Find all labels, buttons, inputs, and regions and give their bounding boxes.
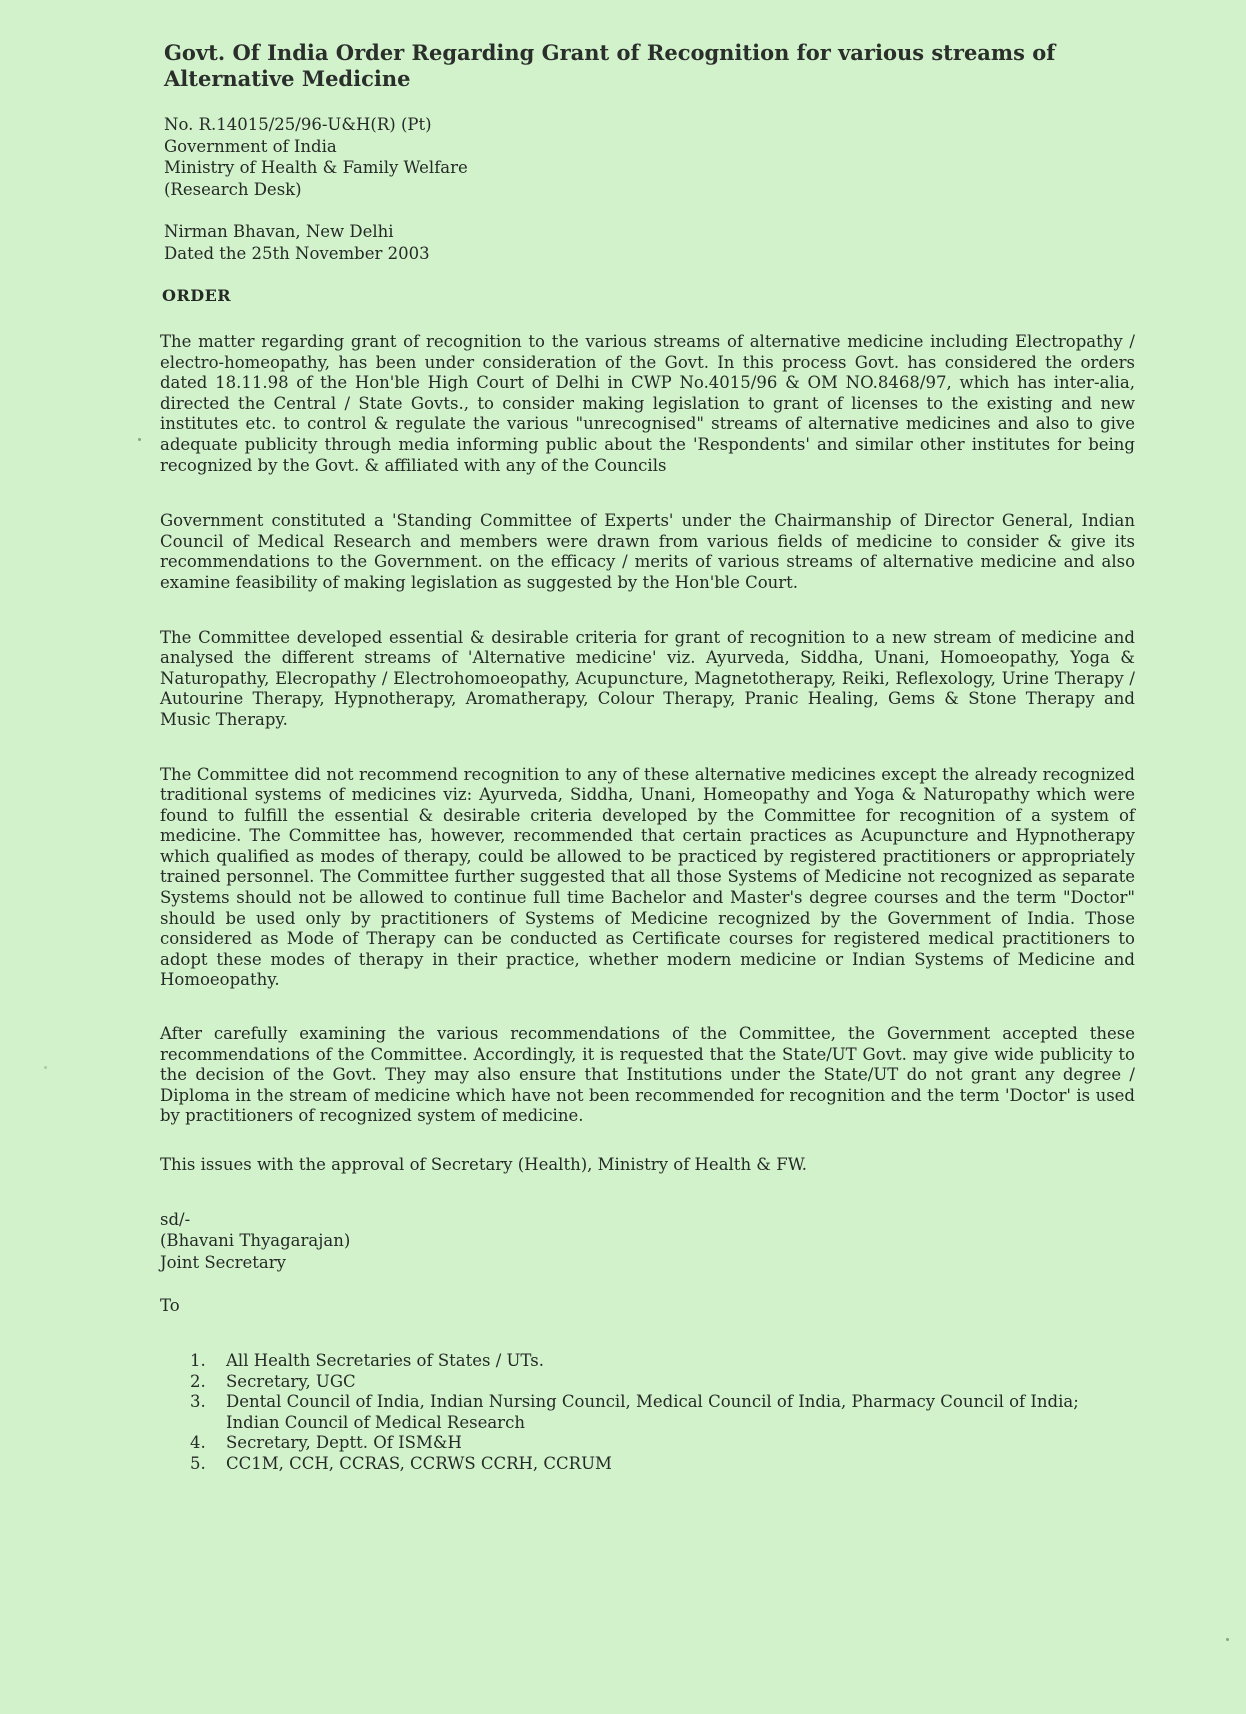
- list-item: [190, 1433, 1135, 1454]
- recipient-text: Dental Council of India, Indian Nursing Council, Medical Council of India, Pharmacy Council of India; Indian Council of Medical Research: [226, 1392, 1079, 1432]
- recipient-text: CC1M, CCH, CCRAS, CCRWS CCRH, CCRUM: [226, 1454, 612, 1474]
- government-name: Government of India: [164, 136, 337, 156]
- recipient-list: [190, 1351, 1135, 1475]
- ministry-name: Ministry of Health & Family Welfare: [164, 158, 468, 177]
- signature-block: [160, 1209, 1135, 1274]
- paragraph: The Committee did not recommend recognition to any of these alternative medicines except the already recognized traditional systems of medicines viz: Ayurveda, Siddha, Unani, Homeopathy and Yoga & Naturopathy which were found to fulfill the essential & desirable criteria developed by the Committee for recognition of a system of medicine. The Committee has, however, recommended that certain practices as Acupuncture and Hypnotherapy which qualified as modes of therapy, could be allowed to be practiced by registered practitioners or appropriately trained personnel. The Committee further suggested that all those Systems of Medicine not recognized as separate Systems should not be allowed to continue full time Bachelor and Master's degree courses and the term "Doctor" should be used only by practitioners of Systems of Medicine recognized by the Government of India. Those considered as Mode of Therapy can be conducted as Certificate courses for registered medical practitioners to adopt these modes of therapy in their practice, whether modern medicine or Indian Systems of Medicine and Homoeopathy.: [160, 764, 1135, 990]
- signature-sd: sd/-: [160, 1209, 191, 1229]
- recipient-text: Secretary, UGC: [226, 1371, 356, 1391]
- date: Dated the 25th November 2003: [164, 243, 430, 263]
- list-number: 2.: [190, 1371, 206, 1391]
- list-item: [190, 1351, 1135, 1372]
- document-title: Govt. Of India Order Regarding Grant of Recognition for various streams of Alternative Medicine: [164, 40, 1056, 91]
- scan-speck: [138, 438, 141, 441]
- list-number: 3.: [190, 1392, 206, 1412]
- scan-speck: [44, 1066, 47, 1069]
- order-heading: ORDER: [162, 286, 232, 305]
- list-number: 5.: [190, 1454, 206, 1474]
- to-label: To: [160, 1296, 180, 1316]
- recipient-text: All Health Secretaries of States / UTs.: [226, 1351, 544, 1371]
- place-date-block: [164, 221, 1135, 264]
- paragraph: After carefully examining the various recommendations of the Committee, the Government accepted these recommendations of the Committee. Accordingly, it is requested that the State/UT Govt. may give wide publicity to the decision of the Govt. They may also ensure that Institutions under the State/UT do not grant any degree / Diploma in the stream of medicine which have not been recommended for recognition and the term 'Doctor' is used by practitioners of recognized system of medicine.: [160, 1024, 1135, 1126]
- desk-name: (Research Desk): [164, 179, 302, 199]
- list-item: [190, 1392, 1135, 1433]
- reference-number: No. R.14015/25/96-U&H(R) (Pt): [164, 115, 432, 134]
- list-item: [190, 1454, 1135, 1475]
- list-number: 1.: [190, 1351, 206, 1371]
- paragraph: Government constituted a 'Standing Committee of Experts' under the Chairmanship of Director General, Indian Council of Medical Research and members were drawn from various fields of medicine to consider & give its recommendations to the Government. on the efficacy / merits of various streams of alternative medicine and also examine feasibility of making legislation as suggested by the Hon'ble Court.: [160, 511, 1135, 592]
- paragraph: The matter regarding grant of recognition to the various streams of alternative medicine including Electropathy / electro-homeopathy, has been under consideration of the Govt. In this process Govt. has considered the orders dated 18.11.98 of the Hon'ble High Court of Delhi in CWP No.4015/96 & OM NO.8468/97, which has inter-alia, directed the Central / State Govts., to consider making legislation to grant of licenses to the existing and new institutes etc. to control & regulate the various "unrecognised" streams of alternative medicines and also to give adequate publicity through media informing public about the 'Respondents' and similar other institutes for being recognized by the Govt. & affiliated with any of the Councils: [160, 332, 1135, 475]
- paragraph: The Committee developed essential & desirable criteria for grant of recognition to a new stream of medicine and analysed the different streams of 'Alternative medicine' viz. Ayurveda, Siddha, Unani, Homoeopathy, Yoga & Naturopathy, Elecropathy / Electrohomoeopathy, Acupuncture, Magnetotherapy, Reiki, Reflexology, Urine Therapy / Autourine Therapy, Hypnotherapy, Aromatherapy, Colour Therapy, Pranic Healing, Gems & Stone Therapy and Music Therapy.: [160, 627, 1135, 729]
- paragraph: This issues with the approval of Secretary (Health), Ministry of Health & FW.: [160, 1155, 808, 1174]
- list-item: [190, 1372, 1135, 1393]
- document-page: [160, 40, 1135, 1475]
- list-number: 4.: [190, 1433, 206, 1453]
- place: Nirman Bhavan, New Delhi: [164, 222, 394, 241]
- signatory-name: (Bhavani Thyagarajan): [160, 1231, 351, 1251]
- signatory-designation: Joint Secretary: [160, 1252, 286, 1272]
- reference-block: [164, 114, 1135, 200]
- scan-speck: [1226, 1638, 1229, 1641]
- recipient-text: Secretary, Deptt. Of ISM&H: [226, 1433, 462, 1453]
